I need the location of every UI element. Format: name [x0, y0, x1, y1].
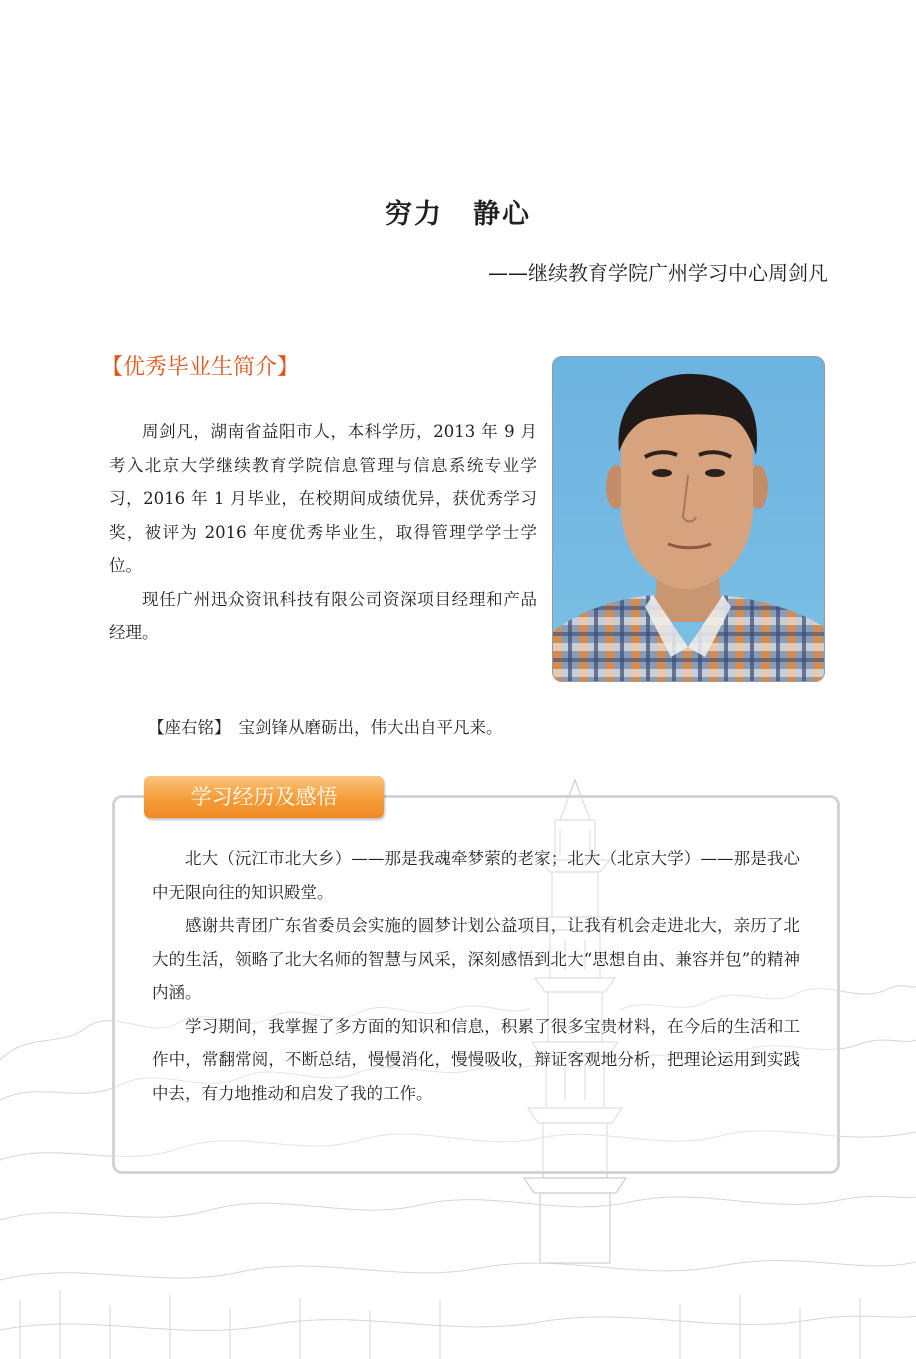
experience-paragraph: 感谢共青团广东省委员会实施的圆梦计划公益项目，让我有机会走进北大，亲历了北大的生活，领略了北大名师的智慧与风采，深刻感悟到北大“思想自由、兼容并包”的精神内涵。: [152, 916, 800, 1002]
portrait-photo: [552, 356, 825, 682]
experience-paragraph: 学习期间，我掌握了多方面的知识和信息，积累了很多宝贵材料，在今后的生活和工作中，常翻常阅，不断总结，慢慢消化，慢慢吸收，辩证客观地分析，把理论运用到实践中去，有力地推动和启发了我的工作。: [152, 1016, 800, 1103]
portrait-illustration: [553, 357, 824, 681]
page-subtitle: ——继续教育学院广州学习中心周剑凡: [488, 261, 828, 285]
motto-line: [148, 714, 503, 738]
profile-paragraph: 现任广州迅众资讯科技有限公司资深项目经理和产品经理。: [109, 589, 537, 642]
profile-section-heading: 【优秀毕业生简介】: [101, 355, 300, 380]
title-part-1: 穷力: [385, 199, 443, 230]
profile-paragraph: 周剑凡，湖南省益阳市人，本科学历，2013 年 9 月考入北京大学继续教育学院信息管理与信息系统专业学习，2016 年 1 月毕业，在校期间成绩优异，获优秀学习奖，被评为 2016 年度优秀毕业生，取得管理学学士学位。: [109, 422, 537, 575]
experience-tab-label: 学习经历及感悟: [144, 776, 384, 818]
profile-intro: [109, 415, 537, 650]
page-title: [0, 192, 916, 231]
experience-text: [152, 842, 800, 1110]
motto-text: 宝剑锋从磨砺出，伟大出自平凡来。: [238, 718, 503, 737]
motto-label: 【座右铭】: [148, 718, 231, 737]
experience-paragraph: 北大（沅江市北大乡）——那是我魂牵梦萦的老家；北大（北京大学）——那是我心中无限向往的知识殿堂。: [152, 849, 800, 902]
title-part-2: 静心: [473, 199, 531, 230]
